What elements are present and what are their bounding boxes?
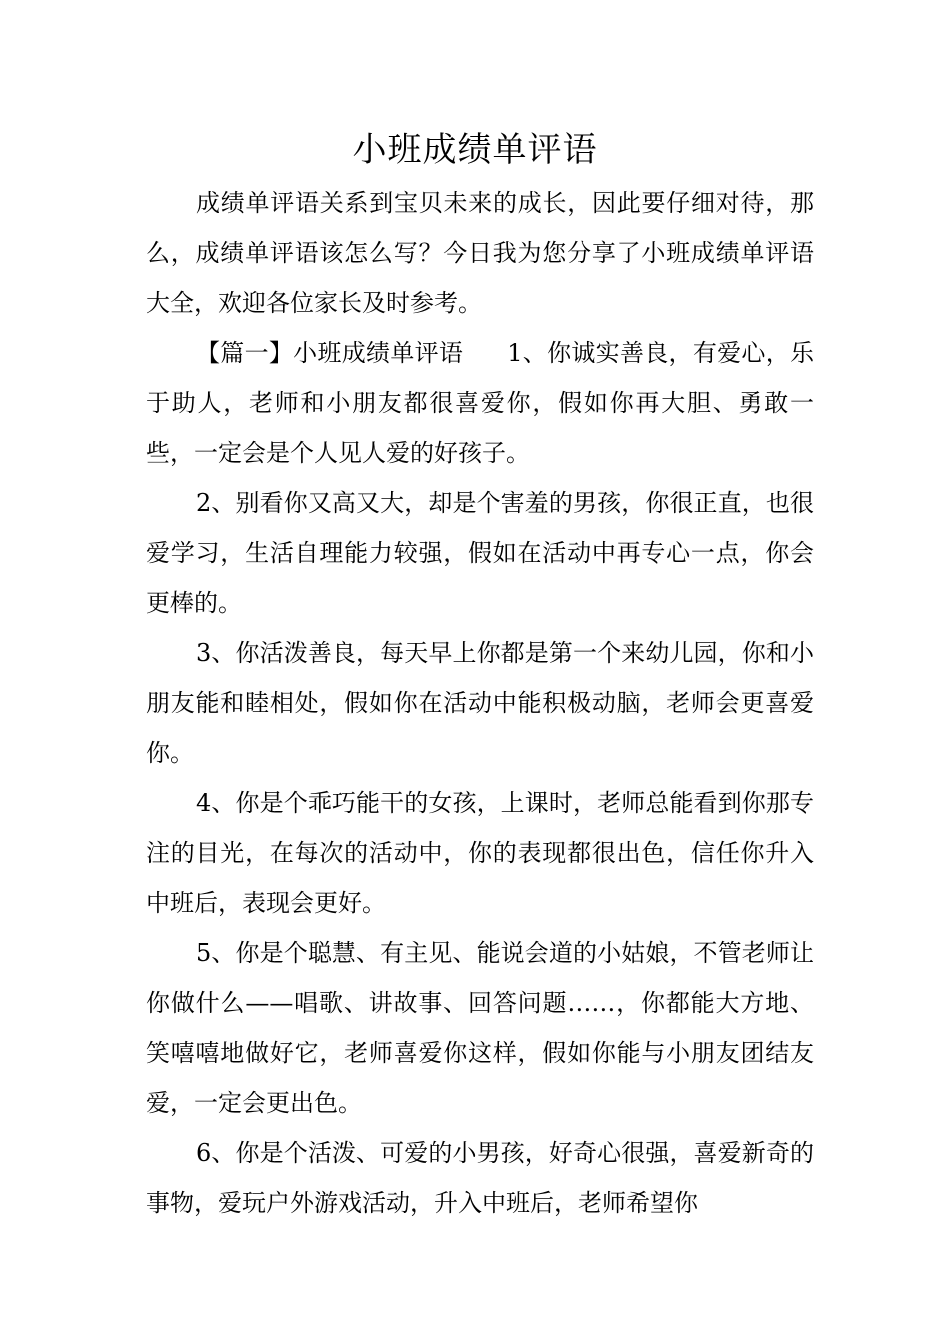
paragraph-text: 3、你活泼善良，每天早上你都是第一个来幼儿园，你和小朋友能和睦相处，假如你在活动中能积极动脑，老师会更喜爱你。	[146, 639, 814, 767]
comment-paragraph-5	[146, 928, 814, 1128]
comment-paragraph-3	[146, 628, 814, 778]
section-heading: 【篇一】小班成绩单评语	[196, 339, 464, 367]
paragraph-text: 2、别看你又高又大，却是个害羞的男孩，你很正直，也很爱学习，生活自理能力较强，假如在活动中再专心一点，你会更棒的。	[146, 489, 814, 617]
comment-paragraph-4	[146, 778, 814, 928]
paragraph-text: 成绩单评语关系到宝贝未来的成长，因此要仔细对待，那么，成绩单评语该怎么写？今日我为您分享了小班成绩单评语大全，欢迎各位家长及时参考。	[146, 189, 814, 317]
intro-paragraph	[146, 178, 814, 328]
comment-paragraph-6	[146, 1128, 814, 1228]
document-body	[146, 178, 814, 1228]
comment-paragraph-2	[146, 478, 814, 628]
comment-paragraph-1	[146, 328, 814, 478]
paragraph-text: 4、你是个乖巧能干的女孩，上课时，老师总能看到你那专注的目光，在每次的活动中，你的表现都很出色，信任你升入中班后，表现会更好。	[146, 789, 814, 917]
paragraph-text: 6、你是个活泼、可爱的小男孩，好奇心很强，喜爱新奇的事物，爱玩户外游戏活动，升入中班后，老师希望你	[146, 1139, 814, 1217]
document-title: 小班成绩单评语	[352, 130, 598, 170]
paragraph-text: 1、你诚实善良，有爱心，乐于助人，老师和小朋友都很喜爱你，假如你再大胆、勇敢一些，一定会是个人见人爱的好孩子。	[146, 339, 814, 467]
paragraph-text: 5、你是个聪慧、有主见、能说会道的小姑娘，不管老师让你做什么——唱歌、讲故事、回答问题……，你都能大方地、笑嘻嘻地做好它，老师喜爱你这样，假如你能与小朋友团结友爱，一定会更出色。	[146, 939, 814, 1117]
